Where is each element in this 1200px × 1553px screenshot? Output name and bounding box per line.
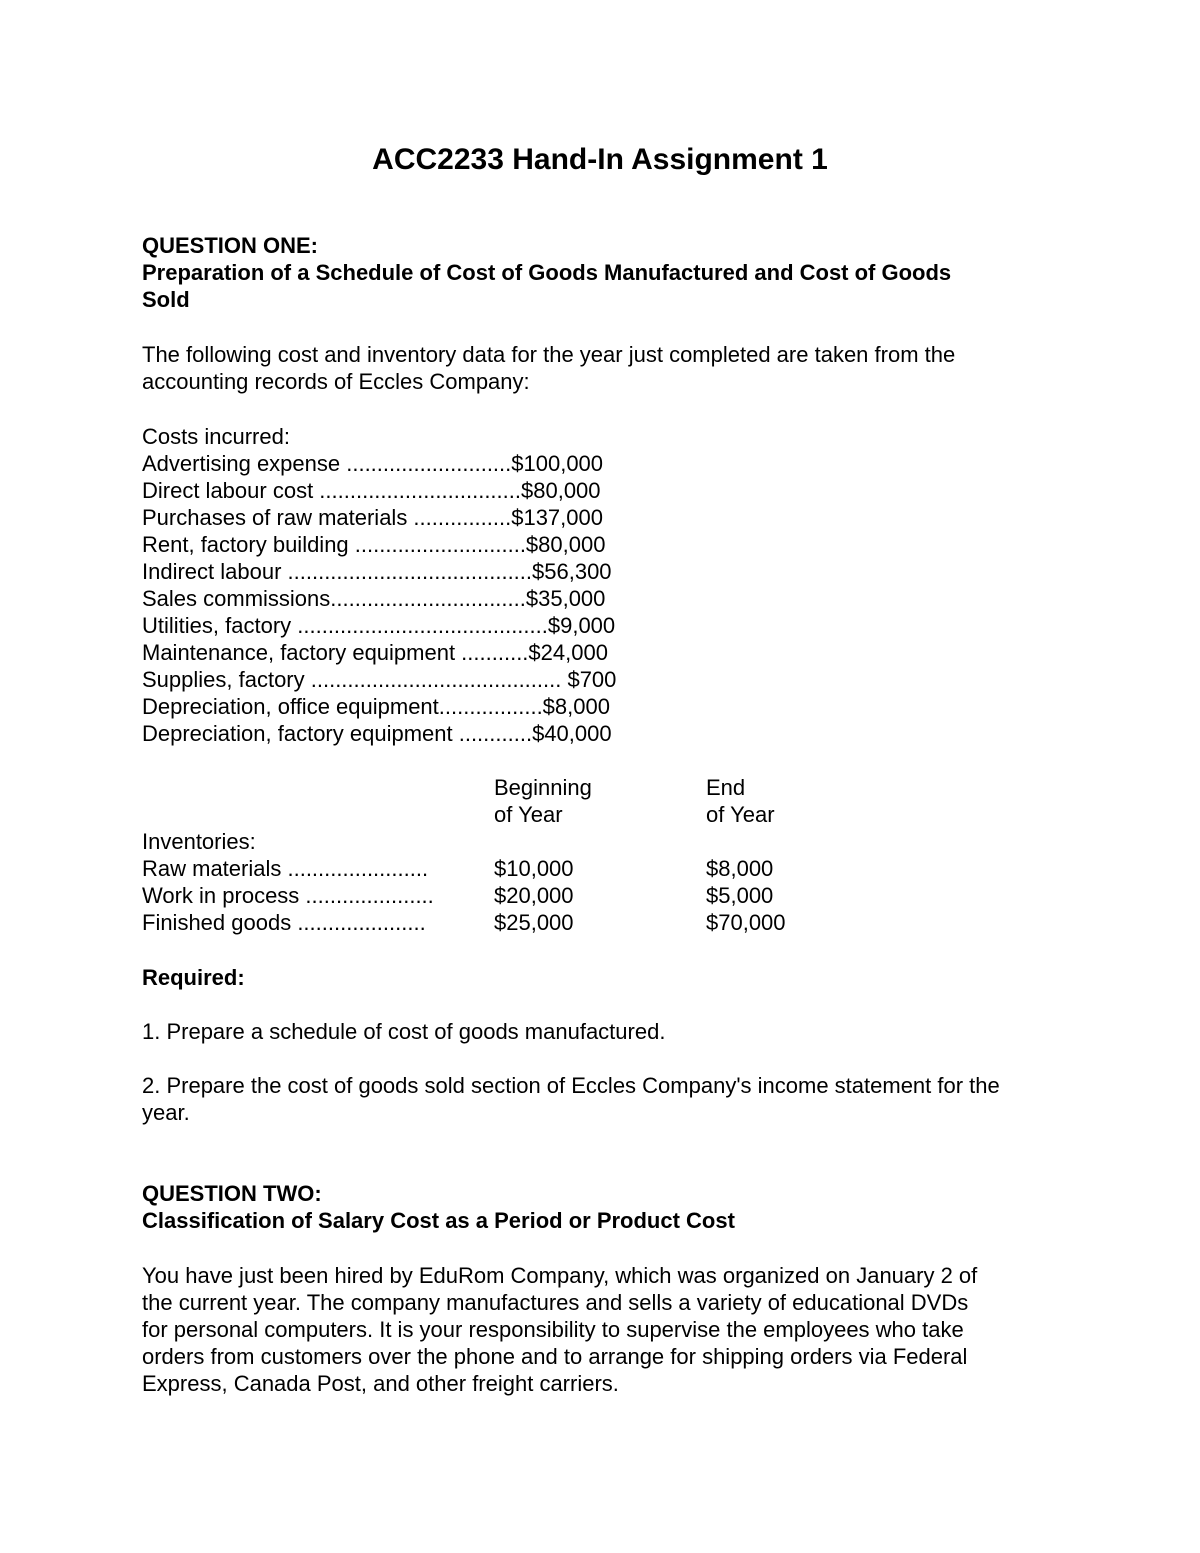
cost-item: Sales commissions................................$35,000 bbox=[142, 586, 606, 611]
paragraph-line: for personal computers. It is your responsibility to supervise the employees who take bbox=[142, 1317, 964, 1342]
table-row bbox=[142, 882, 1072, 909]
requirement-2-line1: 2. Prepare the cost of goods sold section of Eccles Company's income statement for the bbox=[142, 1073, 1000, 1098]
question-one-subheading-line1: Preparation of a Schedule of Cost of Goods Manufactured and Cost of Goods bbox=[142, 260, 952, 285]
inventory-table bbox=[142, 774, 1072, 936]
inventory-end-value: $5,000 bbox=[706, 883, 774, 908]
required-section bbox=[142, 964, 1072, 991]
cost-item: Rent, factory building ............................$80,000 bbox=[142, 532, 606, 557]
costs-label: Costs incurred: bbox=[142, 424, 290, 449]
cost-item: Direct labour cost .................................$80,000 bbox=[142, 478, 601, 503]
inventory-name: Raw materials ....................... bbox=[142, 856, 429, 881]
requirement-2 bbox=[142, 1072, 1072, 1126]
paragraph-line: You have just been hired by EduRom Company, which was organized on January 2 of bbox=[142, 1263, 978, 1288]
question-two-header bbox=[142, 1180, 1072, 1234]
cost-item: Maintenance, factory equipment ...........$24,000 bbox=[142, 640, 608, 665]
inventory-begin-value: $10,000 bbox=[494, 856, 574, 881]
cost-item: Supplies, factory ......................................... $700 bbox=[142, 667, 617, 692]
costs-incurred-list bbox=[142, 423, 1072, 747]
cost-item: Purchases of raw materials ................$137,000 bbox=[142, 505, 603, 530]
col-begin-header-line1: Beginning bbox=[494, 775, 592, 800]
inventory-name: Finished goods ..................... bbox=[142, 910, 426, 935]
paragraph-line: Express, Canada Post, and other freight carriers. bbox=[142, 1371, 619, 1396]
cost-item: Advertising expense ...........................$100,000 bbox=[142, 451, 604, 476]
inventory-label-row bbox=[142, 828, 1072, 855]
cost-item: Utilities, factory .........................................$9,000 bbox=[142, 613, 616, 638]
question-one-heading: QUESTION ONE: bbox=[142, 233, 319, 258]
inventory-name: Work in process ..................... bbox=[142, 883, 434, 908]
col-begin-header-line2: of Year bbox=[494, 802, 563, 827]
question-one-intro bbox=[142, 341, 1072, 395]
inventories-label: Inventories: bbox=[142, 829, 256, 854]
question-two-paragraph bbox=[142, 1262, 1072, 1397]
paragraph-line: the current year. The company manufactures and sells a variety of educational DVDs bbox=[142, 1290, 969, 1315]
table-row bbox=[142, 855, 1072, 882]
inventory-header-row-1 bbox=[142, 774, 1072, 801]
paragraph-line: orders from customers over the phone and to arrange for shipping orders via Federal bbox=[142, 1344, 968, 1369]
question-two-heading: QUESTION TWO: bbox=[142, 1181, 322, 1206]
inventory-header-row-2 bbox=[142, 801, 1072, 828]
document-title: ACC2233 Hand-In Assignment 1 bbox=[372, 143, 828, 176]
requirement-1-text: 1. Prepare a schedule of cost of goods manufactured. bbox=[142, 1019, 666, 1044]
intro-line-1: The following cost and inventory data for the year just completed are taken from the bbox=[142, 342, 956, 367]
inventory-end-value: $70,000 bbox=[706, 910, 786, 935]
cost-item: Indirect labour ........................................$56,300 bbox=[142, 559, 612, 584]
question-one-subheading-line2: Sold bbox=[142, 287, 190, 312]
inventory-begin-value: $20,000 bbox=[494, 883, 574, 908]
question-one-header bbox=[142, 232, 1072, 313]
intro-line-2: accounting records of Eccles Company: bbox=[142, 369, 530, 394]
col-end-header-line1: End bbox=[706, 775, 746, 800]
inventory-begin-value: $25,000 bbox=[494, 910, 574, 935]
cost-item: Depreciation, office equipment.................$8,000 bbox=[142, 694, 610, 719]
col-end-header-line2: of Year bbox=[706, 802, 775, 827]
required-label: Required: bbox=[142, 965, 245, 990]
requirement-2-line2: year. bbox=[142, 1100, 190, 1125]
question-two-subheading: Classification of Salary Cost as a Period or Product Cost bbox=[142, 1208, 735, 1233]
requirement-1 bbox=[142, 1018, 1072, 1045]
cost-item: Depreciation, factory equipment ............$40,000 bbox=[142, 721, 612, 746]
inventory-end-value: $8,000 bbox=[706, 856, 774, 881]
table-row bbox=[142, 909, 1072, 936]
